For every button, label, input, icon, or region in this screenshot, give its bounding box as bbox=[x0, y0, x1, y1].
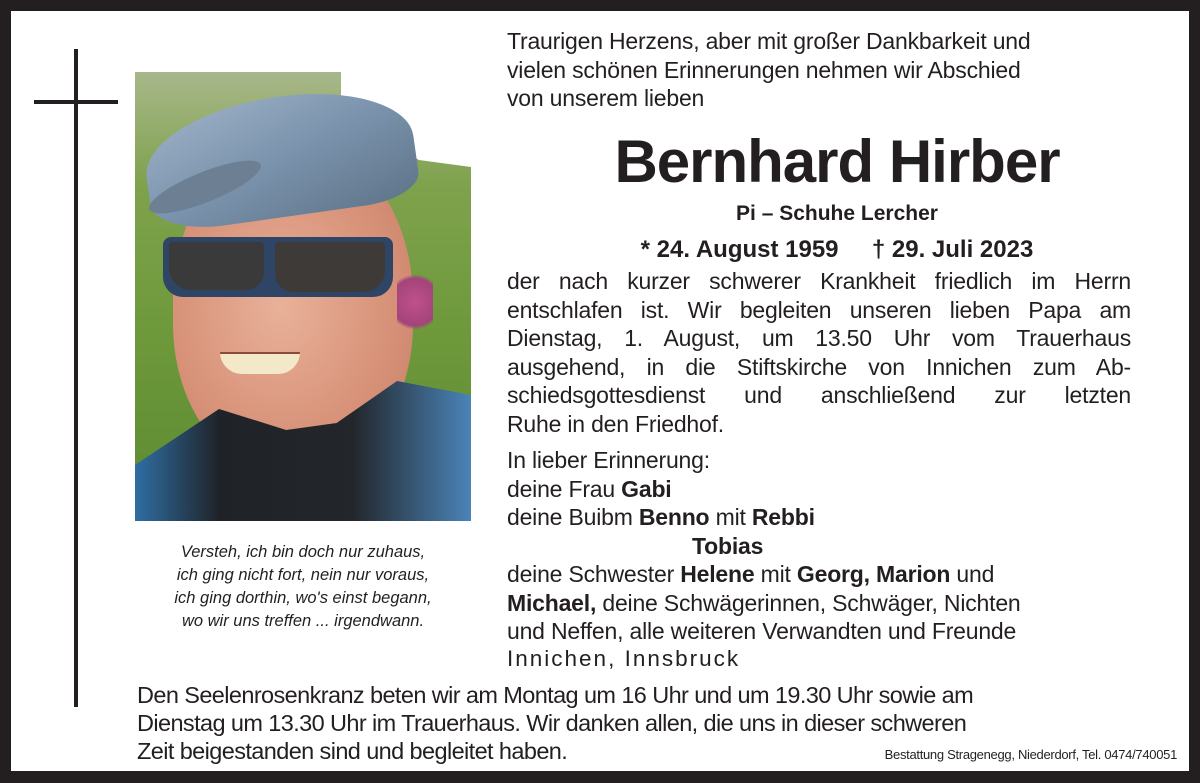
photo-smile bbox=[220, 352, 300, 374]
deceased-name: Bernhard Hirber bbox=[614, 128, 1060, 195]
funeral-line: Ruhe in den Friedhof. bbox=[507, 410, 724, 437]
footer-line: Den Seelenrosenkranz beten wir am Montag um 16 Uhr und um 19.30 Uhr sowie am bbox=[137, 682, 974, 708]
label: deine Schwägerinnen, Schwäger, Nichten bbox=[596, 589, 1021, 616]
label: mit bbox=[709, 504, 752, 530]
intro-line: von unserem lieben bbox=[507, 85, 705, 111]
family-sons bbox=[507, 503, 1147, 532]
family-relatives bbox=[507, 589, 1147, 618]
footer-line: Dienstag um 13.30 Uhr im Trauerhaus. Wir danken allen, die uns in dieser schweren bbox=[137, 710, 967, 736]
cross-icon-horizontal bbox=[34, 100, 118, 104]
death-date: † 29. Juli 2023 bbox=[871, 236, 1034, 263]
family-son2 bbox=[507, 532, 1147, 561]
sister-family-names: Georg, Marion bbox=[796, 561, 951, 587]
nephew-name: Michael, bbox=[507, 589, 597, 616]
label: deine Buibm bbox=[507, 504, 639, 530]
photo-flower bbox=[397, 267, 433, 337]
places: Innichen, Innsbruck bbox=[507, 646, 741, 671]
portrait-photo bbox=[135, 72, 471, 521]
poem-line: wo wir uns treffen ... irgendwann. bbox=[181, 612, 425, 630]
obituary-notice bbox=[11, 11, 1189, 771]
photo-lens-right bbox=[275, 242, 385, 292]
intro-text bbox=[507, 27, 1147, 113]
label: mit bbox=[754, 561, 797, 587]
poem-line: ich ging dorthin, wo's einst begann, bbox=[174, 589, 432, 607]
undertaker-contact: Bestattung Stragenegg, Niederdorf, Tel. 0474/740051 bbox=[884, 747, 1177, 762]
life-dates bbox=[507, 235, 1167, 265]
cross-icon-vertical bbox=[74, 49, 78, 707]
label: und bbox=[950, 561, 995, 587]
family-sister bbox=[507, 560, 1147, 589]
intro-line: vielen schönen Erinnerungen nehmen wir Abschied bbox=[507, 56, 1021, 83]
intro-line: Traurigen Herzens, aber mit großer Dankbarkeit und bbox=[507, 28, 1031, 54]
son-name: Tobias bbox=[692, 532, 764, 559]
funeral-line: entschlafen ist. Wir begleiten unseren lieben Papa am bbox=[507, 296, 1131, 323]
family-list bbox=[507, 446, 1147, 646]
funeral-line: Dienstag, 1. August, um 13.50 Uhr vom Trauerhaus bbox=[507, 325, 1131, 351]
business-name: Pi – Schuhe Lercher bbox=[736, 202, 938, 225]
label: deine Schwester bbox=[507, 561, 681, 587]
wife-name: Gabi bbox=[621, 475, 672, 502]
funeral-text bbox=[507, 267, 1147, 438]
funeral-line: der nach kurzer schwerer Krankheit friedlich im Herrn bbox=[507, 268, 1131, 294]
footer-line: Zeit beigestanden sind und begleitet haben. bbox=[137, 738, 568, 764]
son-name: Benno bbox=[638, 504, 710, 530]
photo-lens-left bbox=[169, 242, 264, 290]
funeral-line: schiedsgottesdienst und anschließend zur letzten bbox=[507, 382, 1131, 408]
funeral-line: ausgehend, in die Stiftskirche von Innichen zum Ab- bbox=[507, 353, 1131, 380]
poem-line: ich ging nicht fort, nein nur voraus, bbox=[176, 566, 430, 584]
birth-date: * 24. August 1959 bbox=[640, 236, 839, 263]
family-relatives-2: und Neffen, alle weiteren Verwandten und Freunde bbox=[507, 618, 1017, 644]
family-wife bbox=[507, 475, 1147, 504]
sister-name: Helene bbox=[680, 561, 755, 587]
poem-line: Versteh, ich bin doch nur zuhaus, bbox=[180, 543, 426, 561]
family-heading: In lieber Erinnerung: bbox=[507, 447, 710, 473]
poem bbox=[135, 541, 471, 633]
label: deine Frau bbox=[507, 475, 622, 502]
partner-name: Rebbi bbox=[751, 504, 815, 530]
